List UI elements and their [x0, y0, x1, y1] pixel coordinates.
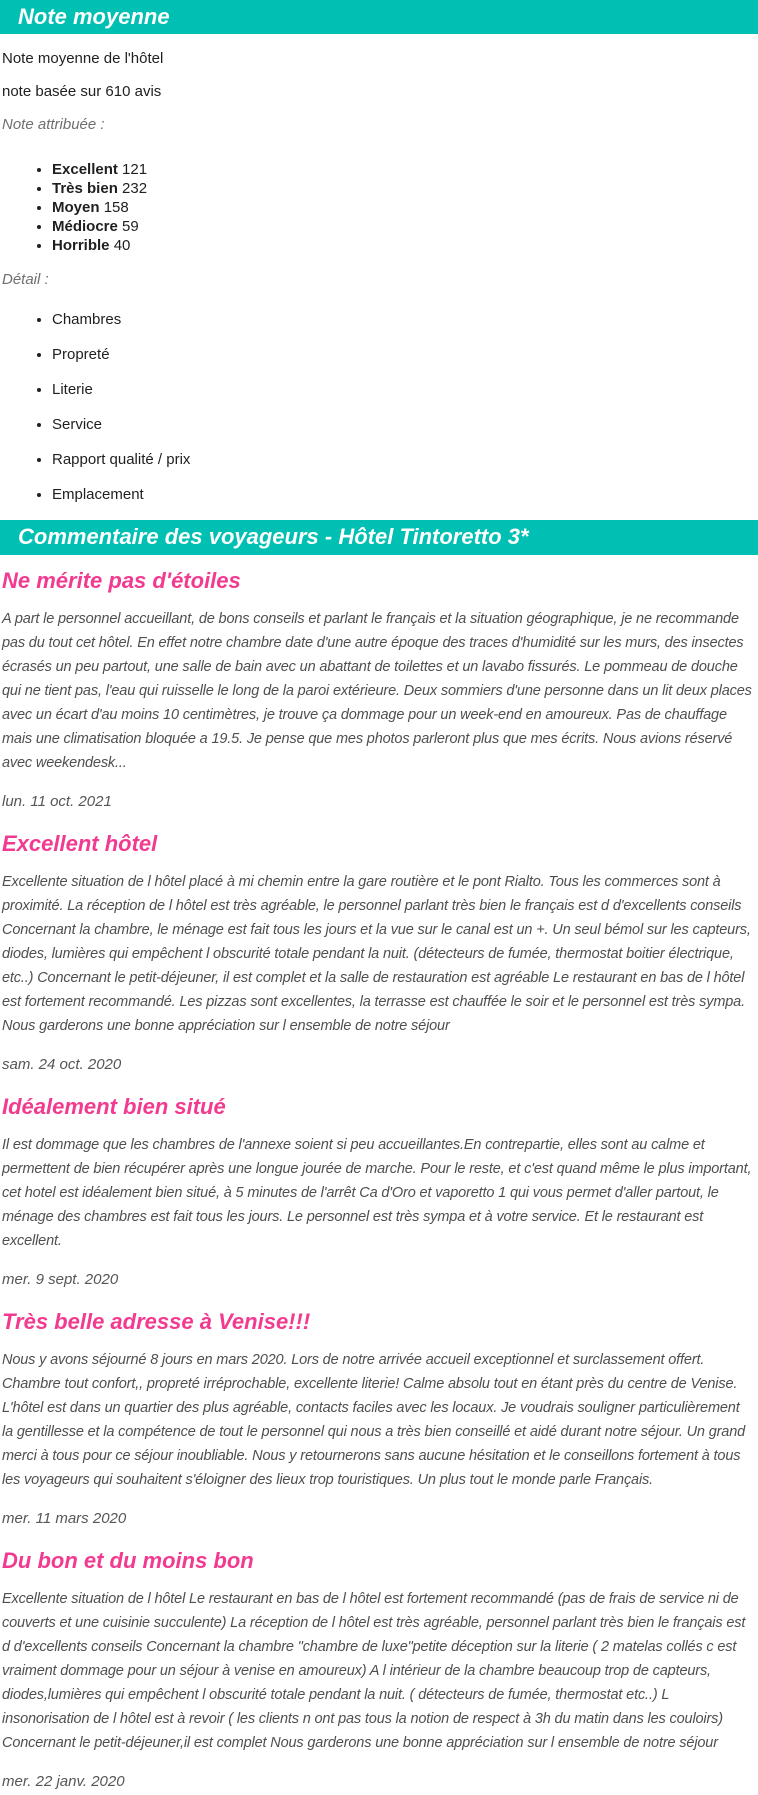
review-title: Ne mérite pas d'étoiles: [2, 567, 241, 593]
rating-item: [52, 236, 754, 255]
average-rating-header-bar: [0, 0, 758, 34]
rating-item: [52, 179, 754, 198]
review-date: mer. 11 mars 2020: [2, 1509, 127, 1527]
rating-item-label: Horrible: [52, 237, 110, 255]
average-rating-header-title: Note moyenne: [18, 4, 170, 29]
review-body: Excellente situation de l hôtel placé à mi chemin entre la gare routière et le pont Rialto. Tous les commerces sont à proximité. La réception de l hôtel est très agréable, le personnel parlant très bien le français est d d'excellents conseils Concernant la chambre, le ménage est fait tous les jours et la vue sur le canal est un +. Un seul bémol sur les capteurs, diodes, lumières qui empêchent l obscurité totale pendant la nuit. (détecteurs de fumée, thermostat boitier électrique, etc..) Concernant le petit-déjeuner, il est complet et la salle de restauration est agréable Le restaurant en bas de l hôtel est fortement recommandé. Les pizzas sont excellentes, la terrasse est chauffée le soir et le personnel est très sympa. Nous garderons une bonne appréciation sur l ensemble de notre séjour: [2, 873, 751, 1034]
rating-item: [52, 160, 754, 179]
review-date: mer. 9 sept. 2020: [2, 1270, 119, 1288]
rating-item-label: Moyen: [52, 199, 100, 217]
review-title: Du bon et du moins bon: [2, 1547, 254, 1573]
review: [2, 831, 754, 1074]
comments-header-title: Commentaire des voyageurs - Hôtel Tintoretto 3*: [18, 524, 529, 550]
rating-item-count: 121: [122, 161, 148, 179]
rating-item-count: 40: [113, 237, 131, 255]
review-body: Il est dommage que les chambres de l'annexe soient si peu accueillantes.En contrepartie, elles sont au calme et permettent de bien récupérer après une longue jourée de marche. Pour le reste, et c'est quand même le plus important, cet hotel est idéalement bien situé, à 5 minutes de l'arrêt Ca d'Oro et vaporetto 1 qui vous permet d'aller partout, le ménage des chambres est fait tous les jours. Le personnel est très sympa et à votre service. Et le restaurant est excellent.: [2, 1136, 752, 1249]
review-count-line: note basée sur 610 avis: [2, 83, 162, 101]
review: [2, 1309, 754, 1528]
review: [2, 1094, 754, 1289]
rating-detail-list: [2, 310, 754, 504]
detail-item: • Literie: [52, 380, 754, 399]
review-body: A part le personnel accueillant, de bons conseils et parlant le français et la situation géographique, je ne recommande pas du tout cet hôtel. En effet notre chambre date d'une autre époque des traces d'humidité sur les murs, des insectes écrasés un peu partout, une salle de bain avec un abattant de toilettes et un lavabo fissurés. Le pommeau de douche qui ne tient pas, l'eau qui ruisselle le long de la paroi extérieure. Deux sommiers d'une personne dans un lit deux places avec un écart d'au moins 10 centimètres, je trouve ça dommage pour un week-end en amoureux. Pas de chauffage mais une climatisation bloquée a 19.5. Je pense que mes photos parleront plus que mes écrits. Nous avions réservé avec weekendesk...: [2, 610, 752, 771]
average-rating-section: [0, 0, 758, 504]
rating-item-count: 59: [122, 218, 139, 236]
review-date: sam. 24 oct. 2020: [2, 1055, 122, 1073]
detail-item: • Propreté: [52, 345, 754, 364]
detail-item: • Emplacement: [52, 485, 754, 504]
review-body: Nous y avons séjourné 8 jours en mars 2020. Lors de notre arrivée accueil exceptionnel et surclassement offert. Chambre tout confort,, propreté irréprochable, excellente literie! Calme absolu tout en étant près du centre de Venise. L'hôtel est dans un quartier des plus agréable, contacts faciles avec les locaux. Je voudrais souligner particulièrement la gentillesse et la compétence de tout le personnel qui nous a très bien conseillé et aidé durant notre séjour. Un grand merci à tous pour ce séjour inoubliable. Nous y retournerons sans aucune hésitation et le conseillons fortement à tous les voyageurs qui souhaitent s'éloigner des lieux trop touristiques. Un plus tout le monde parle Français.: [2, 1351, 746, 1488]
detail-label: Détail :: [2, 271, 49, 289]
hotel-average-note-label: Note moyenne de l'hôtel: [2, 50, 164, 68]
rating-item: [52, 217, 754, 236]
rating-item-label: Très bien: [52, 180, 118, 198]
review-date: lun. 11 oct. 2021: [2, 792, 112, 810]
review: [2, 1548, 754, 1791]
detail-item: • Service: [52, 415, 754, 434]
rating-distribution-list: [2, 160, 754, 255]
detail-item: • Chambres: [52, 310, 754, 329]
comments-header-bar: [0, 520, 758, 554]
rating-item: [52, 198, 754, 217]
rating-item-label: Médiocre: [52, 218, 118, 236]
attributed-note-label: Note attribuée :: [2, 116, 105, 134]
rating-item-count: 232: [122, 180, 148, 198]
review-title: Idéalement bien situé: [2, 1093, 226, 1119]
review-title: Très belle adresse à Venise!!!: [2, 1308, 311, 1334]
rating-item-count: 158: [103, 199, 129, 217]
review-body: Excellente situation de l hôtel Le restaurant en bas de l hôtel est fortement recommandé (pas de frais de service ni de couverts et une cuisinie succulente) La réception de l hôtel est très agréable, personnel parlant très bien le français est d d'excellents conseils Concernant la chambre "chambre de luxe"petite déception sur la literie ( 2 matelas collés c est vraiment dommage pour un séjour à venise en amoureux) A l intérieur de la chambre beaucoup trop de capteurs, diodes,lumières qui empêchent l obscurité totale pendant la nuit. ( détecteurs de fumée, thermostat etc..) L insonorisation de l hôtel est à revoir ( les clients n ont pas tous la notion de respect à 3h du matin dans les couloirs) Concernant le petit-déjeuner,il est complet Nous garderons une bonne appréciation sur l ensemble de notre séjour: [2, 1590, 746, 1751]
review-date: mer. 22 janv. 2020: [2, 1772, 125, 1790]
rating-item-label: Excellent: [52, 161, 118, 179]
review-title: Excellent hôtel: [2, 830, 158, 856]
traveler-comments-section: [0, 520, 758, 1790]
review: [2, 568, 754, 811]
detail-item: • Rapport qualité / prix: [52, 450, 754, 469]
